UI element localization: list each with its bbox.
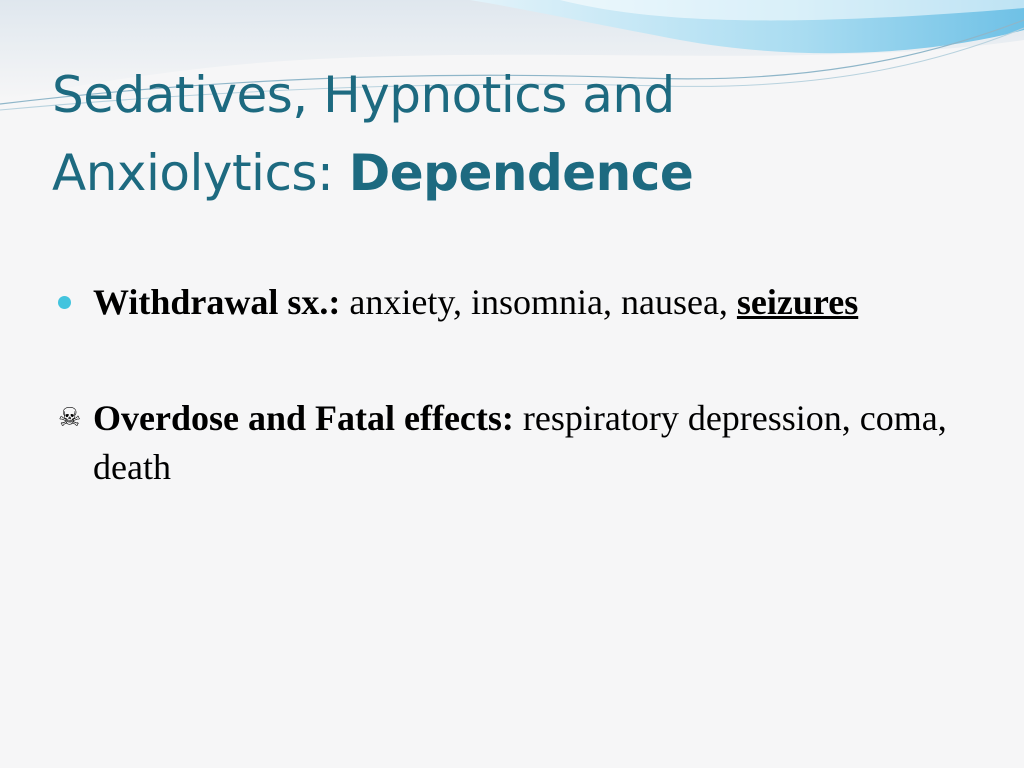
skull-crossbones-icon: ☠: [58, 403, 82, 433]
bullet-dot-icon: [58, 296, 71, 309]
withdrawal-term: Withdrawal sx.:: [93, 282, 341, 322]
withdrawal-text: anxiety, insomnia, nausea,: [340, 282, 737, 322]
title-line-1: Sedatives, Hypnotics and: [52, 66, 675, 124]
bullet-overdose: [58, 394, 958, 492]
slide-title: [52, 56, 952, 212]
overdose-term: Overdose and Fatal effects:: [93, 398, 514, 438]
overdose-text: respiratory depression, coma, death: [93, 398, 947, 487]
bullet-withdrawal: [58, 278, 958, 327]
title-line-2-plain: Anxiolytics:: [52, 144, 349, 202]
title-line-2-bold: Dependence: [348, 144, 694, 202]
withdrawal-emphasis: seizures: [736, 282, 859, 322]
bullet-list: [58, 278, 958, 492]
